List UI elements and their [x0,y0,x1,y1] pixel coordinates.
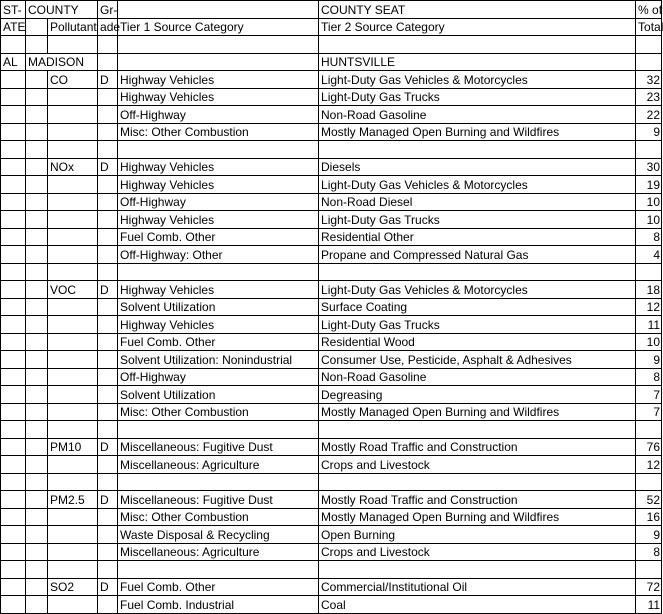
pct-cell: 52 [636,491,662,509]
tier2-cell: Crops and Livestock [319,543,636,561]
header-tier1-top [118,1,319,19]
spacer-row [1,263,662,281]
tier1-cell: Solvent Utilization [118,298,319,316]
spacer-row [1,141,662,159]
pct-cell: 9 [636,123,662,141]
pollutant-cell: CO [48,71,98,89]
header-state-2: ATE [1,18,26,36]
pollutant-cell: NOx [48,158,98,176]
tier2-cell: Light-Duty Gas Trucks [319,88,636,106]
pct-cell: 7 [636,403,662,421]
spacer-row [1,561,662,579]
header-row-1 [1,1,662,19]
pct-cell: 8 [636,228,662,246]
tier2-cell: Commercial/Institutional Oil [319,578,636,596]
tier1-cell: Highway Vehicles [118,211,319,229]
pct-cell: 9 [636,526,662,544]
pct-cell: 12 [636,298,662,316]
tier2-cell: Light-Duty Gas Vehicles & Motorcycles [319,281,636,299]
table-row [1,228,662,246]
table-row [1,176,662,194]
table-row [1,193,662,211]
header-state: ST- [1,1,26,19]
tier1-cell: Highway Vehicles [118,281,319,299]
tier2-cell: Residential Other [319,228,636,246]
grade-cell: D [98,281,118,299]
county-cell: MADISON [26,53,98,71]
tier2-cell: Open Burning [319,526,636,544]
tier2-cell: Light-Duty Gas Trucks [319,316,636,334]
pct-cell: 22 [636,106,662,124]
table-row [1,491,662,509]
pollutant-cell: SO2 [48,578,98,596]
header-grade-2: ade [98,18,118,36]
table-row [1,333,662,351]
pct-cell: 72 [636,578,662,596]
table-row [1,106,662,124]
header-total: Total [636,18,662,36]
grade-cell: D [98,491,118,509]
tier2-cell: Non-Road Gasoline [319,106,636,124]
tier2-cell: Surface Coating [319,298,636,316]
table-row [1,403,662,421]
tier2-cell: Light-Duty Gas Trucks [319,211,636,229]
pollutant-cell: PM2.5 [48,491,98,509]
header-grade: Gr- [98,1,118,19]
tier2-cell: Degreasing [319,386,636,404]
tier1-cell: Off-Highway [118,106,319,124]
tier2-cell: Residential Wood [319,333,636,351]
pct-cell: 7 [636,386,662,404]
tier1-cell: Highway Vehicles [118,71,319,89]
tier2-cell: Light-Duty Gas Vehicles & Motorcycles [319,176,636,194]
tier1-cell: Solvent Utilization [118,386,319,404]
pollutant-cell: PM10 [48,438,98,456]
header-pollutant: Pollutant [48,18,98,36]
table-row [1,578,662,596]
tier1-cell: Miscellaneous: Agriculture [118,543,319,561]
tier2-cell: Crops and Livestock [319,456,636,474]
tier1-cell: Fuel Comb. Other [118,228,319,246]
pct-cell: 16 [636,508,662,526]
pct-cell: 10 [636,333,662,351]
table-row [1,298,662,316]
tier1-cell: Solvent Utilization: Nonindustrial [118,351,319,369]
header-pct: % of [636,1,662,19]
tier1-cell: Misc: Other Combustion [118,508,319,526]
header-county: COUNTY [26,1,98,19]
tier1-cell: Fuel Comb. Other [118,578,319,596]
pct-cell: 10 [636,211,662,229]
table-row [1,246,662,264]
tier1-cell: Misc: Other Combustion [118,403,319,421]
tier1-cell: Fuel Comb. Other [118,333,319,351]
table-row [1,351,662,369]
tier2-cell: Mostly Managed Open Burning and Wildfires [319,403,636,421]
table-body [1,1,662,614]
header-county-seat: COUNTY SEAT [319,1,636,19]
spacer-row [1,421,662,439]
tier2-cell: Light-Duty Gas Vehicles & Motorcycles [319,71,636,89]
tier1-cell: Waste Disposal & Recycling [118,526,319,544]
pct-cell: 12 [636,456,662,474]
pct-cell: 32 [636,71,662,89]
pct-cell: 10 [636,193,662,211]
table-row [1,596,662,614]
tier1-cell: Miscellaneous: Agriculture [118,456,319,474]
tier1-cell: Highway Vehicles [118,88,319,106]
tier2-cell: Coal [319,596,636,614]
tier1-cell: Highway Vehicles [118,316,319,334]
pct-cell: 23 [636,88,662,106]
tier2-cell: Consumer Use, Pesticide, Asphalt & Adhesives [319,351,636,369]
table-row [1,88,662,106]
tier1-cell: Misc: Other Combustion [118,123,319,141]
tier2-cell: Mostly Road Traffic and Construction [319,491,636,509]
table-row [1,386,662,404]
table-row [1,123,662,141]
tier1-cell: Highway Vehicles [118,158,319,176]
header-tier2: Tier 2 Source Category [319,18,636,36]
tier1-cell: Miscellaneous: Fugitive Dust [118,491,319,509]
location-row [1,53,662,71]
spacer-row [1,473,662,491]
state-cell: AL [1,53,26,71]
pct-cell: 19 [636,176,662,194]
pct-cell: 8 [636,368,662,386]
tier1-cell: Off-Highway [118,368,319,386]
grade-cell: D [98,578,118,596]
tier2-cell: Mostly Road Traffic and Construction [319,438,636,456]
table-row [1,526,662,544]
tier2-cell: Non-Road Diesel [319,193,636,211]
tier1-cell: Highway Vehicles [118,176,319,194]
table-row [1,158,662,176]
tier1-cell: Off-Highway: Other [118,246,319,264]
tier2-cell: Propane and Compressed Natural Gas [319,246,636,264]
county-seat-cell: HUNTSVILLE [319,53,636,71]
table-row [1,368,662,386]
tier2-cell: Mostly Managed Open Burning and Wildfires [319,508,636,526]
pct-cell: 4 [636,246,662,264]
header-blank [26,18,48,36]
tier1-cell: Fuel Comb. Industrial [118,596,319,614]
pct-cell: 11 [636,596,662,614]
pct-cell: 76 [636,438,662,456]
pct-cell: 11 [636,316,662,334]
table-row [1,71,662,89]
pct-cell: 9 [636,351,662,369]
spacer-row [1,36,662,54]
pct-cell: 8 [636,543,662,561]
table-row [1,508,662,526]
table-row [1,211,662,229]
tier2-cell: Non-Road Gasoline [319,368,636,386]
header-row-2 [1,18,662,36]
table-row [1,281,662,299]
tier1-cell: Miscellaneous: Fugitive Dust [118,438,319,456]
grade-cell: D [98,158,118,176]
header-tier1: Tier 1 Source Category [118,18,319,36]
pct-cell: 18 [636,281,662,299]
table-row [1,543,662,561]
tier2-cell: Diesels [319,158,636,176]
table-row [1,438,662,456]
table-row [1,456,662,474]
pollutant-cell: VOC [48,281,98,299]
table-row [1,316,662,334]
tier1-cell: Off-Highway [118,193,319,211]
grade-cell: D [98,71,118,89]
tier2-cell: Mostly Managed Open Burning and Wildfires [319,123,636,141]
grade-cell: D [98,438,118,456]
pct-cell: 30 [636,158,662,176]
